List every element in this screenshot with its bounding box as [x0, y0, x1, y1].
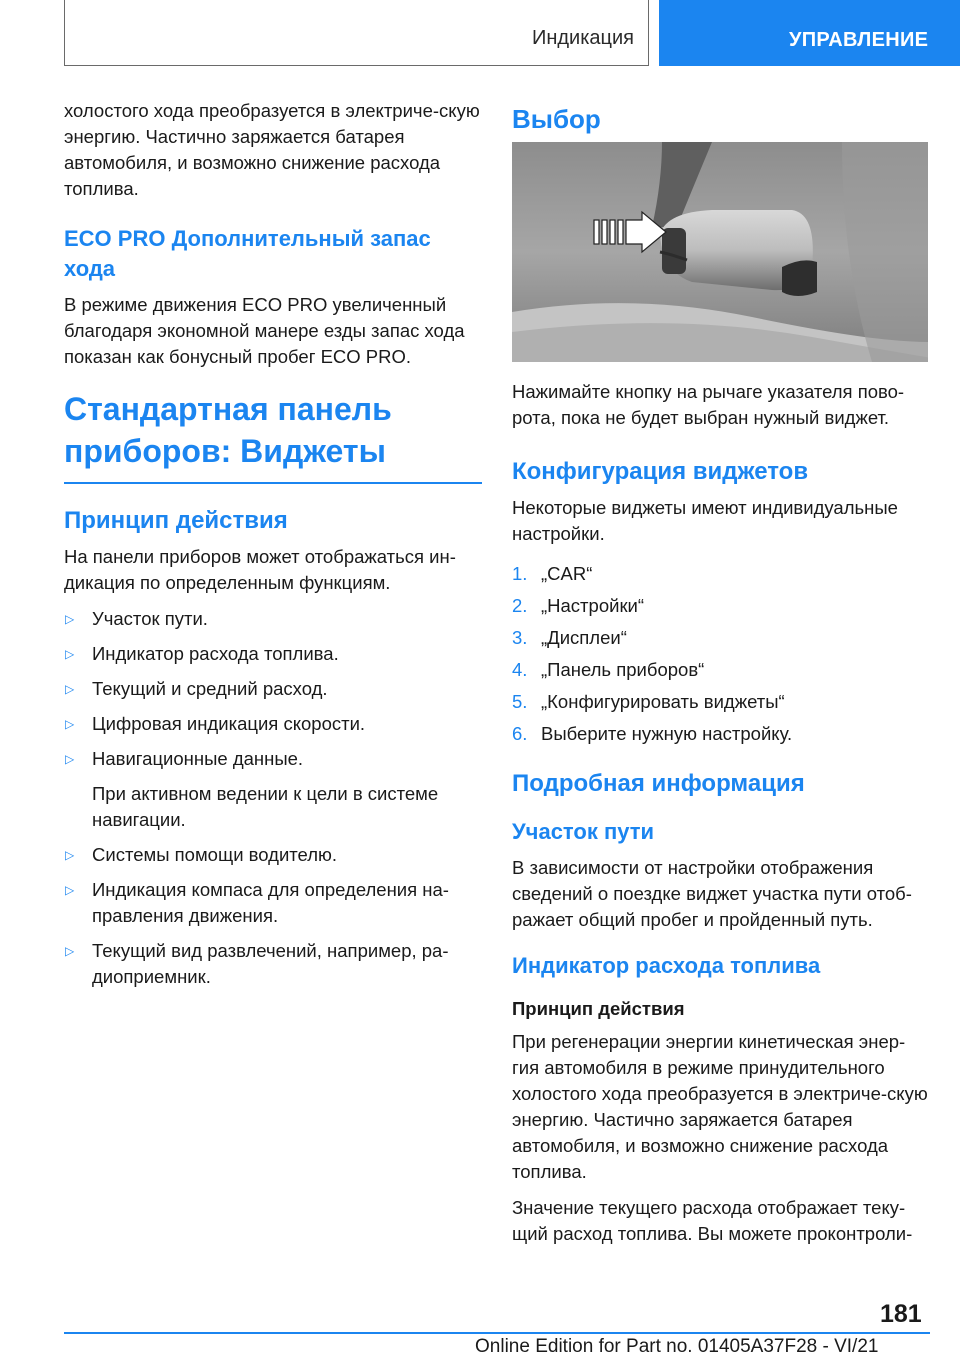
list-item: ▷ Текущий и средний расход.	[65, 677, 328, 699]
list-item: ▷ Участок пути.	[65, 607, 208, 629]
footer-edition: Online Edition for Part no. 01405A37F28 - VI/21	[475, 1336, 879, 1357]
route-heading: Участок пути	[512, 819, 655, 844]
details-heading: Подробная информация	[512, 770, 805, 797]
eco-pro-heading: ECO PRO Дополнительный запас хода	[64, 226, 431, 281]
list-item: 6. Выберите нужную настройку.	[512, 723, 793, 744]
list-item: ▷ Индикатор расхода топлива.	[65, 642, 339, 664]
eco-pro-paragraph: В режиме движения ECO PRO увеличенный благодаря экономной манере езды запас хода показан как бонусный пробег ECO PRO.	[64, 294, 465, 367]
principle-heading: Принцип действия	[64, 506, 288, 534]
list-item: ▷ Индикация компаса для определения на-правления движения.	[65, 878, 449, 926]
widget-list	[64, 606, 482, 772]
header-chapter-tab[interactable]	[659, 0, 960, 66]
widget-list-continued	[64, 842, 482, 990]
list-item: 2. „Настройки“	[512, 595, 645, 616]
header-section-title: Индикация	[531, 27, 634, 49]
select-heading: Выбор	[512, 104, 601, 134]
list-item: ▷ Текущий вид развлечений, например, ра-диоприемник.	[65, 939, 449, 987]
fuel-principle-heading: Принцип действия	[512, 998, 685, 1019]
triangle-bullet-icon: ▷	[65, 847, 75, 862]
config-heading: Конфигурация виджетов	[512, 458, 809, 485]
footer-divider	[64, 1332, 930, 1334]
config-paragraph: Некоторые виджеты имеют индивидуальные настройки.	[512, 497, 898, 544]
section-divider	[64, 482, 482, 484]
list-item: ▷ Системы помощи водителю.	[65, 843, 338, 865]
triangle-bullet-icon: ▷	[65, 716, 75, 731]
config-steps	[512, 561, 930, 747]
header-chapter-title: УПРАВЛЕНИЕ	[789, 29, 929, 51]
list-item: 1. „CAR“	[512, 563, 593, 584]
fuel-paragraph-2: Значение текущего расхода отображает теку-щий расход топлива. Вы можете проконтроли-	[512, 1197, 913, 1244]
triangle-bullet-icon: ▷	[65, 681, 75, 696]
header-section-box	[64, 0, 649, 66]
select-paragraph: Нажимайте кнопку на рычаге указателя пово-рота, пока не будет выбран нужный виджет.	[512, 381, 905, 428]
navigation-note: При активном ведении к цели в системе навигации.	[92, 782, 439, 830]
main-section-heading: Стандартная панель приборов: Виджеты	[64, 391, 392, 469]
principle-paragraph: На панели приборов может отображаться ин-дикация по определенным функциям.	[64, 545, 456, 593]
triangle-bullet-icon: ▷	[65, 882, 75, 897]
list-item: ▷ Цифровая индикация скорости.	[65, 712, 366, 734]
list-item: 3. „Дисплеи“	[512, 627, 627, 648]
list-item: 4. „Панель приборов“	[512, 659, 705, 680]
triangle-bullet-icon: ▷	[65, 751, 75, 766]
lever-button-photo	[512, 142, 928, 362]
left-column	[64, 98, 482, 999]
route-paragraph: В зависимости от настройки отображения сведений о поездке виджет участка пути отоб-ражает общий пробег и пройденный путь.	[512, 857, 912, 930]
triangle-bullet-icon: ▷	[65, 646, 75, 661]
list-item: 5. „Конфигурировать виджеты“	[512, 691, 785, 712]
intro-paragraph: холостого хода преобразуется в электриче-скую энергию. Частично заряжается батарея автомобиля, и возможно снижение расхода топлива.	[64, 100, 480, 199]
list-item: ▷ Навигационные данные.	[65, 747, 304, 769]
fuel-heading: Индикатор расхода топлива	[512, 953, 821, 978]
fuel-paragraph-1: При регенерации энергии кинетическая энер-гия автомобиля в режиме принудительного холостого хода преобразуется в электриче-скую энергию. Частично заряжается батарея автомобиля, и возможно снижение расхода топлива.	[512, 1031, 928, 1182]
page-number: 181	[880, 1300, 922, 1328]
triangle-bullet-icon: ▷	[65, 943, 75, 958]
triangle-bullet-icon: ▷	[65, 611, 75, 626]
right-column	[512, 98, 930, 1257]
